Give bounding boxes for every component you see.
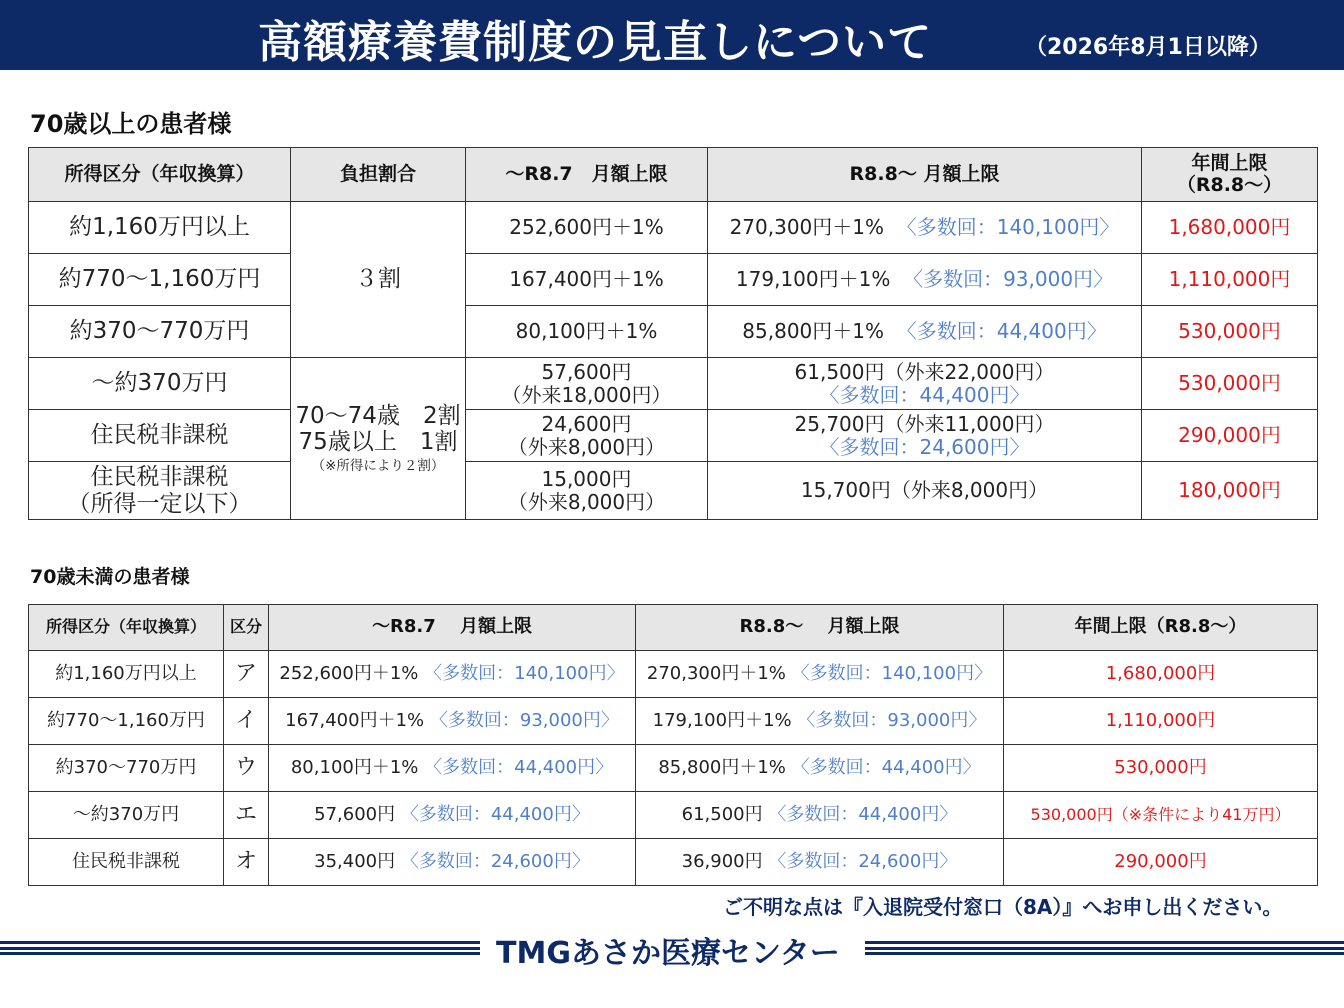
income-cell: 住民税非課税	[29, 410, 291, 462]
class-cell: エ	[224, 792, 269, 839]
page-title: 高額療養費制度の見直しについて	[258, 17, 933, 68]
annual-limit-cell: 1,680,000円	[1142, 202, 1318, 254]
income-cell: ～約370万円	[29, 358, 291, 410]
col-class: 区分	[224, 605, 269, 651]
table-row	[29, 839, 1318, 886]
table-row	[29, 358, 1318, 410]
new-limit-cell: 25,700円（外来11,000円） 〈多数回：24,600円〉	[708, 410, 1142, 462]
annual-limit-cell: 530,000円	[1142, 358, 1318, 410]
table-row	[29, 698, 1318, 745]
annual-limit-cell: 1,110,000円	[1142, 254, 1318, 306]
new-limit-cell: 270,300円＋1% 〈多数回：140,100円〉	[636, 651, 1004, 698]
annual-limit-cell: 530,000円（※条件により41万円）	[1004, 792, 1318, 839]
col-ratio: 負担割合	[291, 148, 466, 202]
col-old-limit: ～R8.7 月額上限	[466, 148, 708, 202]
annual-limit-cell: 290,000円	[1004, 839, 1318, 886]
old-limit-cell: 252,600円＋1%	[466, 202, 708, 254]
table-row	[29, 745, 1318, 792]
new-limit-cell: 15,700円（外来8,000円）	[708, 462, 1142, 520]
income-cell: 約1,160万円以上	[29, 651, 224, 698]
table-over-70	[28, 147, 1318, 520]
table-row	[29, 651, 1318, 698]
class-cell: イ	[224, 698, 269, 745]
section-title-under-70: 70歳未満の患者様	[30, 566, 190, 588]
hospital-name: TMGあさか医療センター	[496, 936, 840, 971]
table-header-row	[29, 605, 1318, 651]
new-limit-cell: 61,500円（外来22,000円） 〈多数回：44,400円〉	[708, 358, 1142, 410]
income-cell: 住民税非課税 （所得一定以下）	[29, 462, 291, 520]
new-limit-cell: 85,800円＋1% 〈多数回：44,400円〉	[708, 306, 1142, 358]
ratio-cell: ３割	[291, 202, 466, 358]
new-limit-cell: 179,100円＋1% 〈多数回：93,000円〉	[708, 254, 1142, 306]
table-header-row	[29, 148, 1318, 202]
table-row	[29, 254, 1318, 306]
income-cell: ～約370万円	[29, 792, 224, 839]
col-new-limit: R8.8～ 月額上限	[636, 605, 1004, 651]
class-cell: ア	[224, 651, 269, 698]
old-limit-cell: 80,100円＋1% 〈多数回：44,400円〉	[269, 745, 636, 792]
table-under-70	[28, 604, 1318, 886]
col-old-limit: ～R8.7 月額上限	[269, 605, 636, 651]
ratio-cell: 70～74歳 2割 75歳以上 1割 （※所得により２割）	[291, 358, 466, 520]
income-cell: 約370～770万円	[29, 745, 224, 792]
old-limit-cell: 167,400円＋1%	[466, 254, 708, 306]
table-row	[29, 306, 1318, 358]
table-row	[29, 792, 1318, 839]
income-cell: 約770～1,160万円	[29, 698, 224, 745]
old-limit-cell: 57,600円 〈多数回：44,400円〉	[269, 792, 636, 839]
annual-limit-cell: 1,680,000円	[1004, 651, 1318, 698]
old-limit-cell: 35,400円 〈多数回：24,600円〉	[269, 839, 636, 886]
new-limit-cell: 61,500円 〈多数回：44,400円〉	[636, 792, 1004, 839]
footer-stripe-right	[865, 941, 1344, 955]
income-cell: 住民税非課税	[29, 839, 224, 886]
class-cell: オ	[224, 839, 269, 886]
table-row	[29, 410, 1318, 462]
new-limit-cell: 36,900円 〈多数回：24,600円〉	[636, 839, 1004, 886]
old-limit-cell: 80,100円＋1%	[466, 306, 708, 358]
footer-stripe-left	[0, 941, 480, 955]
income-cell: 約370～770万円	[29, 306, 291, 358]
class-cell: ウ	[224, 745, 269, 792]
annual-limit-cell: 290,000円	[1142, 410, 1318, 462]
annual-limit-cell: 1,110,000円	[1004, 698, 1318, 745]
col-income: 所得区分（年収換算）	[29, 605, 224, 651]
table-row	[29, 462, 1318, 520]
annual-limit-cell: 530,000円	[1004, 745, 1318, 792]
old-limit-cell: 57,600円 （外来18,000円）	[466, 358, 708, 410]
new-limit-cell: 179,100円＋1% 〈多数回：93,000円〉	[636, 698, 1004, 745]
income-cell: 約1,160万円以上	[29, 202, 291, 254]
col-annual-limit: 年間上限（R8.8～）	[1004, 605, 1318, 651]
old-limit-cell: 15,000円 （外来8,000円）	[466, 462, 708, 520]
inquiry-note: ご不明な点は『入退院受付窓口（8A）』へお申し出ください。	[723, 895, 1283, 919]
col-income: 所得区分（年収換算）	[29, 148, 291, 202]
new-limit-cell: 85,800円＋1% 〈多数回：44,400円〉	[636, 745, 1004, 792]
effective-date: （2026年8月1日以降）	[1025, 35, 1271, 60]
old-limit-cell: 167,400円＋1% 〈多数回：93,000円〉	[269, 698, 636, 745]
old-limit-cell: 252,600円＋1% 〈多数回：140,100円〉	[269, 651, 636, 698]
section-title-over-70: 70歳以上の患者様	[30, 110, 232, 138]
table-row	[29, 202, 1318, 254]
col-new-limit: R8.8～ 月額上限	[708, 148, 1142, 202]
col-annual-limit: 年間上限 （R8.8～）	[1142, 148, 1318, 202]
annual-limit-cell: 530,000円	[1142, 306, 1318, 358]
annual-limit-cell: 180,000円	[1142, 462, 1318, 520]
title-banner	[0, 0, 1344, 70]
income-cell: 約770～1,160万円	[29, 254, 291, 306]
new-limit-cell: 270,300円＋1% 〈多数回：140,100円〉	[708, 202, 1142, 254]
old-limit-cell: 24,600円 （外来8,000円）	[466, 410, 708, 462]
